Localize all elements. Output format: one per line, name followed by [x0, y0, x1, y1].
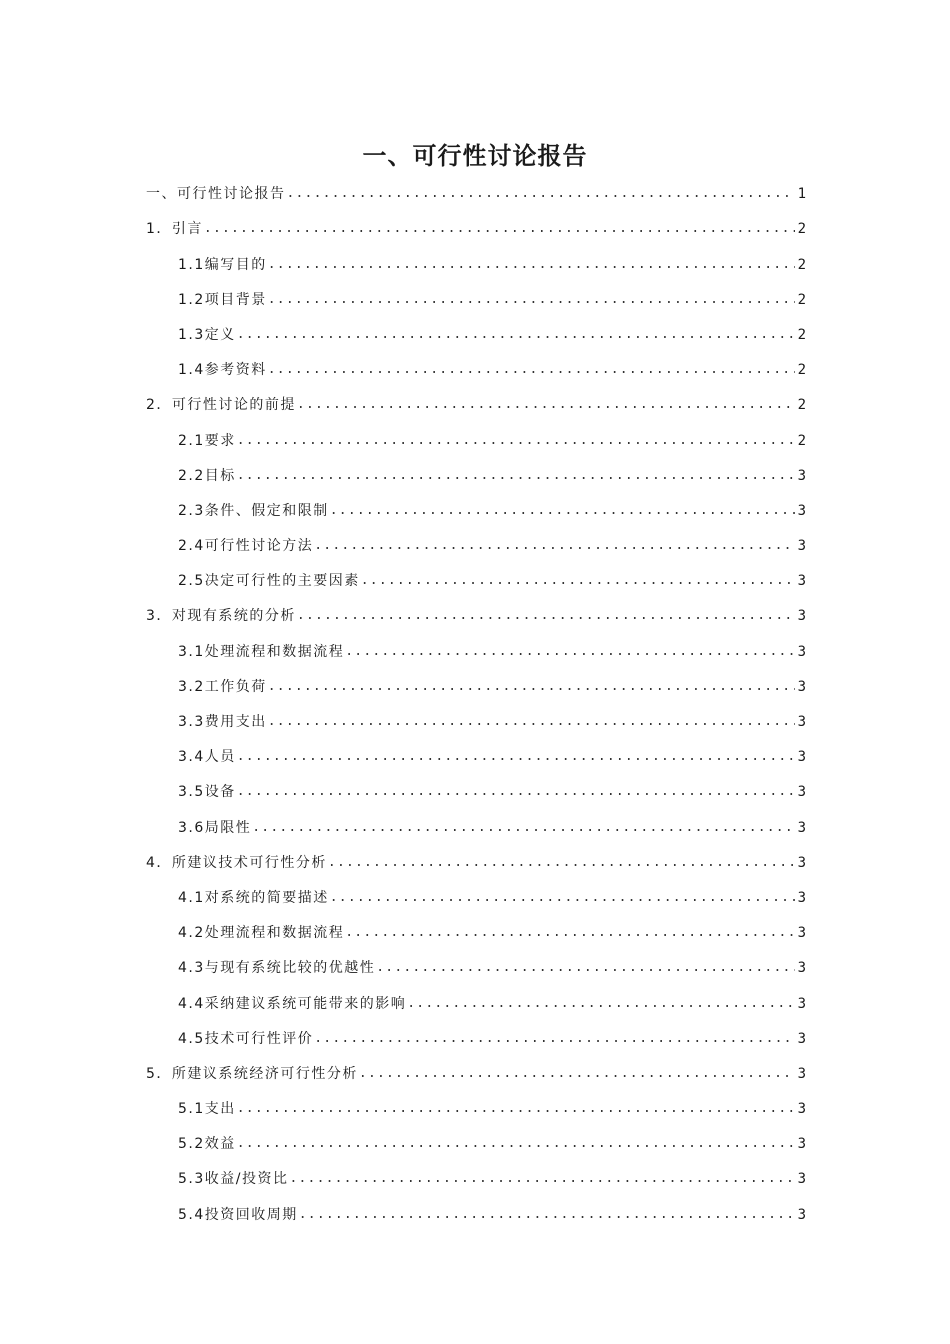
- toc-entry-title: 3.1处理流程和数据流程: [178, 643, 345, 660]
- toc-entry[interactable]: [146, 450, 806, 485]
- toc-dot-leader: [345, 924, 794, 942]
- toc-page-number: 2: [797, 432, 806, 449]
- toc-page-number: 3: [797, 1101, 806, 1118]
- toc-entry-title: 5.3收益/投资比: [178, 1171, 289, 1188]
- toc-entry-title: 4.1对系统的简要描述: [178, 889, 329, 906]
- toc-entry-title: 3．对现有系统的分析: [146, 608, 296, 625]
- toc-entry[interactable]: [146, 344, 806, 379]
- toc-entry[interactable]: [146, 414, 806, 449]
- toc-page-number: 2: [797, 326, 806, 343]
- toc-page-number: 3: [797, 608, 806, 625]
- page-title: 一、可行性讨论报告: [362, 142, 588, 170]
- toc-dot-leader: [252, 819, 794, 837]
- toc-entry[interactable]: [146, 555, 806, 590]
- toc-dot-leader: [268, 678, 795, 696]
- toc-page-number: 3: [797, 925, 806, 942]
- toc-entry[interactable]: [146, 1013, 806, 1048]
- toc-entry[interactable]: [146, 837, 806, 872]
- toc-entry-title: 4.4采纳建议系统可能带来的影响: [178, 995, 407, 1012]
- toc-dot-leader: [204, 220, 795, 238]
- toc-entry[interactable]: [146, 485, 806, 520]
- toc-dot-leader: [297, 396, 795, 414]
- toc-entry-title: 3.2工作负荷: [178, 678, 267, 695]
- toc-entry[interactable]: [146, 1048, 806, 1083]
- toc-dot-leader: [237, 748, 795, 766]
- toc-entry[interactable]: [146, 203, 806, 238]
- toc-dot-leader: [361, 572, 795, 590]
- toc-entry[interactable]: [146, 309, 806, 344]
- toc-entry-title: 4.5技术可行性评价: [178, 1030, 314, 1047]
- toc-entry-title: 2.4可行性讨论方法: [178, 538, 314, 555]
- toc-entry[interactable]: [146, 872, 806, 907]
- toc-page-number: 3: [797, 1206, 806, 1223]
- toc-entry[interactable]: [146, 942, 806, 977]
- toc-dot-leader: [237, 1100, 795, 1118]
- toc-dot-leader: [330, 502, 795, 520]
- toc-page-number: 3: [797, 1171, 806, 1188]
- toc-entry[interactable]: [146, 1188, 806, 1223]
- toc-page-number: 2: [797, 291, 806, 308]
- toc-entry-title: 1．引言: [146, 221, 203, 238]
- toc-dot-leader: [299, 1206, 795, 1224]
- toc-entry[interactable]: [146, 977, 806, 1012]
- toc-page-number: 3: [797, 1136, 806, 1153]
- toc-page-number: 2: [797, 397, 806, 414]
- toc-page-number: 1: [797, 186, 806, 203]
- toc-entry-title: 3.5设备: [178, 784, 236, 801]
- toc-entry-title: 5.4投资回收周期: [178, 1206, 298, 1223]
- toc-page-number: 2: [797, 256, 806, 273]
- toc-page-number: 3: [797, 819, 806, 836]
- toc-entry-title: 4.2处理流程和数据流程: [178, 925, 345, 942]
- toc-entry-title: 2.1要求: [178, 432, 236, 449]
- toc-entry[interactable]: [146, 696, 806, 731]
- toc-dot-leader: [330, 889, 795, 907]
- toc-dot-leader: [297, 607, 795, 625]
- toc-page-number: 3: [797, 538, 806, 555]
- toc-entry-title: 2．可行性讨论的前提: [146, 397, 296, 414]
- toc-entry-title: 4.3与现有系统比较的优越性: [178, 960, 376, 977]
- toc-dot-leader: [237, 467, 795, 485]
- toc-entry[interactable]: [146, 590, 806, 625]
- toc-dot-leader: [289, 1170, 794, 1188]
- toc-entry[interactable]: [146, 766, 806, 801]
- toc-dot-leader: [407, 995, 794, 1013]
- toc-entry[interactable]: [146, 625, 806, 660]
- toc-page-number: 3: [797, 678, 806, 695]
- toc-entry[interactable]: [146, 1118, 806, 1153]
- toc-page-number: 3: [797, 1030, 806, 1047]
- toc-entry[interactable]: [146, 907, 806, 942]
- toc-dot-leader: [314, 537, 794, 555]
- toc-page-number: 3: [797, 854, 806, 871]
- toc-dot-leader: [328, 854, 795, 872]
- toc-page-number: 3: [797, 643, 806, 660]
- toc-entry-title: 1.2项目背景: [178, 291, 267, 308]
- toc-dot-leader: [237, 1135, 795, 1153]
- toc-dot-leader: [376, 959, 794, 977]
- toc-dot-leader: [268, 713, 795, 731]
- toc-entry[interactable]: [146, 520, 806, 555]
- toc-entry-title: 一、可行性讨论报告: [146, 186, 286, 203]
- toc-entry[interactable]: [146, 661, 806, 696]
- table-of-contents: [146, 168, 806, 1224]
- toc-entry[interactable]: [146, 168, 806, 203]
- toc-page-number: 3: [797, 749, 806, 766]
- toc-entry-title: 2.5决定可行性的主要因素: [178, 573, 360, 590]
- toc-entry-title: 5.2效益: [178, 1136, 236, 1153]
- toc-entry[interactable]: [146, 274, 806, 309]
- toc-page-number: 3: [797, 467, 806, 484]
- toc-entry-title: 3.4人员: [178, 749, 236, 766]
- toc-entry[interactable]: [146, 379, 806, 414]
- toc-page-number: 3: [797, 784, 806, 801]
- toc-page-number: 3: [797, 889, 806, 906]
- toc-page-number: 3: [797, 960, 806, 977]
- toc-entry[interactable]: [146, 1153, 806, 1188]
- toc-entry-title: 1.3定义: [178, 326, 236, 343]
- toc-page-number: 3: [797, 502, 806, 519]
- toc-entry-title: 5．所建议系统经济可行性分析: [146, 1065, 358, 1082]
- toc-dot-leader: [268, 361, 795, 379]
- toc-entry-title: 1.4参考资料: [178, 362, 267, 379]
- toc-dot-leader: [268, 256, 795, 274]
- toc-page-number: 2: [797, 221, 806, 238]
- toc-dot-leader: [287, 185, 795, 203]
- toc-dot-leader: [345, 643, 794, 661]
- toc-entry-title: 1.1编写目的: [178, 256, 267, 273]
- toc-dot-leader: [237, 783, 795, 801]
- toc-page-number: 3: [797, 995, 806, 1012]
- toc-dot-leader: [237, 326, 795, 344]
- toc-entry-title: 5.1支出: [178, 1101, 236, 1118]
- toc-page-number: 2: [797, 362, 806, 379]
- toc-entry[interactable]: [146, 731, 806, 766]
- toc-entry[interactable]: [146, 238, 806, 273]
- toc-entry-title: 4．所建议技术可行性分析: [146, 854, 327, 871]
- toc-entry-title: 2.3条件、假定和限制: [178, 502, 329, 519]
- toc-page-number: 3: [797, 1065, 806, 1082]
- toc-dot-leader: [268, 291, 795, 309]
- toc-entry[interactable]: [146, 801, 806, 836]
- toc-entry[interactable]: [146, 1083, 806, 1118]
- toc-entry-title: 2.2目标: [178, 467, 236, 484]
- toc-dot-leader: [314, 1030, 794, 1048]
- toc-dot-leader: [359, 1065, 795, 1083]
- toc-page-number: 3: [797, 714, 806, 730]
- toc-page-number: 3: [797, 573, 806, 590]
- toc-entry-title: 3.6局限性: [178, 819, 252, 836]
- toc-dot-leader: [237, 432, 795, 450]
- toc-entry-title: 3.3费用支出: [178, 714, 267, 730]
